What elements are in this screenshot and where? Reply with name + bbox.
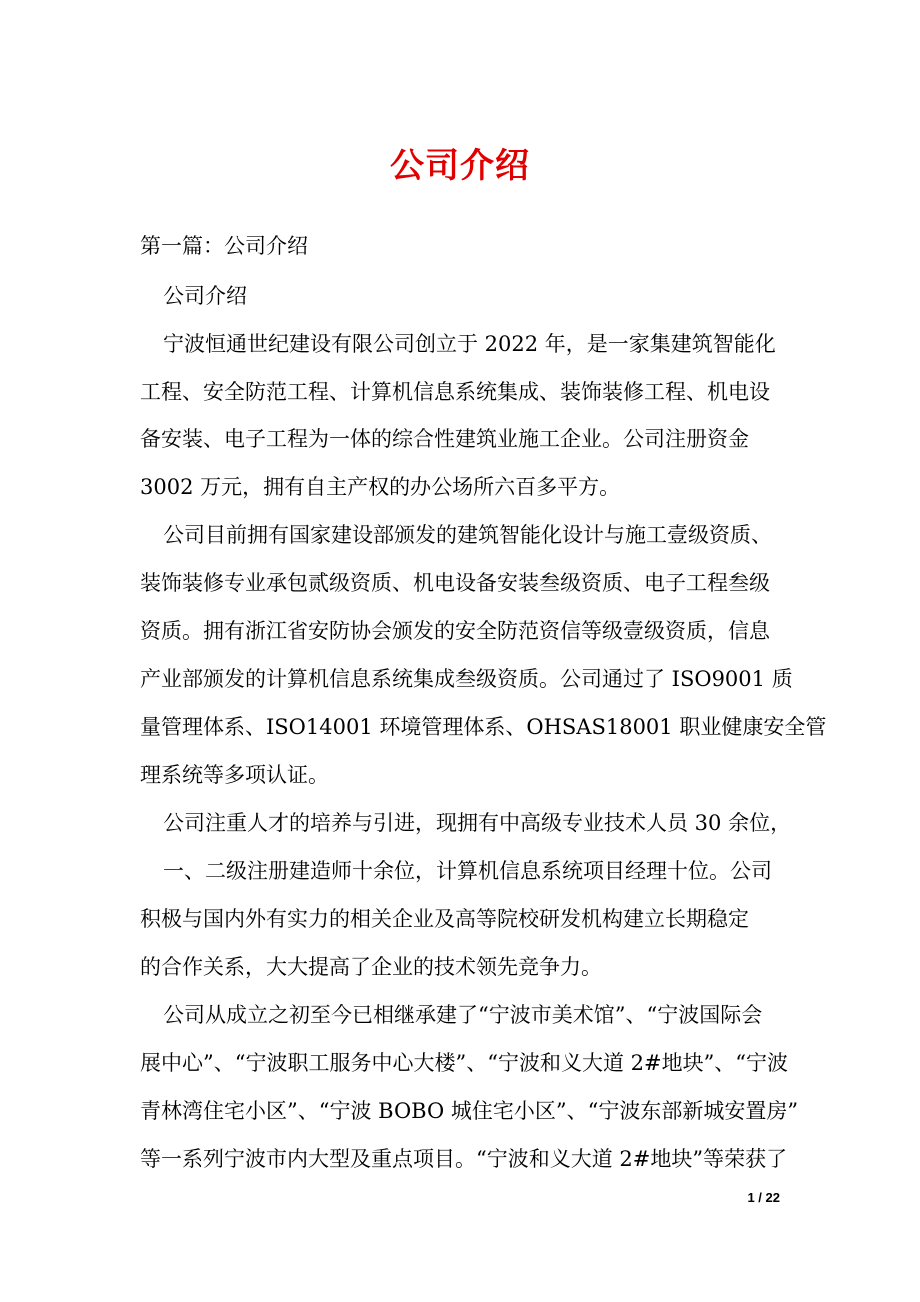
paragraph-line: 青林湾住宅小区”、“宁波 BOBO 城住宅小区”、“宁波东部新城安置房” <box>140 1099 799 1123</box>
section-heading: 第一篇：公司介绍 <box>140 234 308 258</box>
subheading: 公司介绍 <box>163 284 247 308</box>
paragraph-line: 公司目前拥有国家建设部颁发的建筑智能化设计与施工壹级资质、 <box>163 523 772 547</box>
paragraph-line: 展中心”、“宁波职工服务中心大楼”、“宁波和义大道 2#地块”、“宁波 <box>140 1051 789 1075</box>
paragraph-line: 3002 万元，拥有自主产权的办公场所六百多平方。 <box>140 475 621 499</box>
paragraph-line: 产业部颁发的计算机信息系统集成叁级资质。公司通过了 ISO9001 质 <box>140 667 793 691</box>
paragraph-line: 积极与国内外有实力的相关企业及高等院校研发机构建立长期稳定 <box>140 907 749 931</box>
paragraph-line: 量管理体系、ISO14001 环境管理体系、OHSAS18001 职业健康安全管 <box>140 715 827 739</box>
document-title: 公司介绍 <box>390 146 530 186</box>
page-number: 1 / 22 <box>747 1190 780 1205</box>
paragraph-line: 公司注重人才的培养与引进，现拥有中高级专业技术人员 30 余位， <box>163 811 792 835</box>
paragraph-line: 等一系列宁波市内大型及重点项目。“宁波和义大道 2#地块”等荣获了 <box>140 1147 788 1171</box>
paragraph-line: 公司从成立之初至今已相继承建了“宁波市美术馆”、“宁波国际会 <box>163 1003 763 1027</box>
paragraph-line: 理系统等多项认证。 <box>140 763 329 787</box>
paragraph-line: 一、二级注册建造师十余位，计算机信息系统项目经理十位。公司 <box>163 859 772 883</box>
paragraph-line: 宁波恒通世纪建设有限公司创立于 2022 年，是一家集建筑智能化 <box>163 332 776 356</box>
paragraph-line: 装饰装修专业承包贰级资质、机电设备安装叁级资质、电子工程叁级 <box>140 571 770 595</box>
paragraph-line: 资质。拥有浙江省安防协会颁发的安全防范资信等级壹级资质，信息 <box>140 619 770 643</box>
paragraph-line: 工程、安全防范工程、计算机信息系统集成、装饰装修工程、机电设 <box>140 380 770 404</box>
paragraph-line: 的合作关系，大大提高了企业的技术领先竞争力。 <box>140 955 602 979</box>
paragraph-line: 备安装、电子工程为一体的综合性建筑业施工企业。公司注册资金 <box>140 427 749 451</box>
